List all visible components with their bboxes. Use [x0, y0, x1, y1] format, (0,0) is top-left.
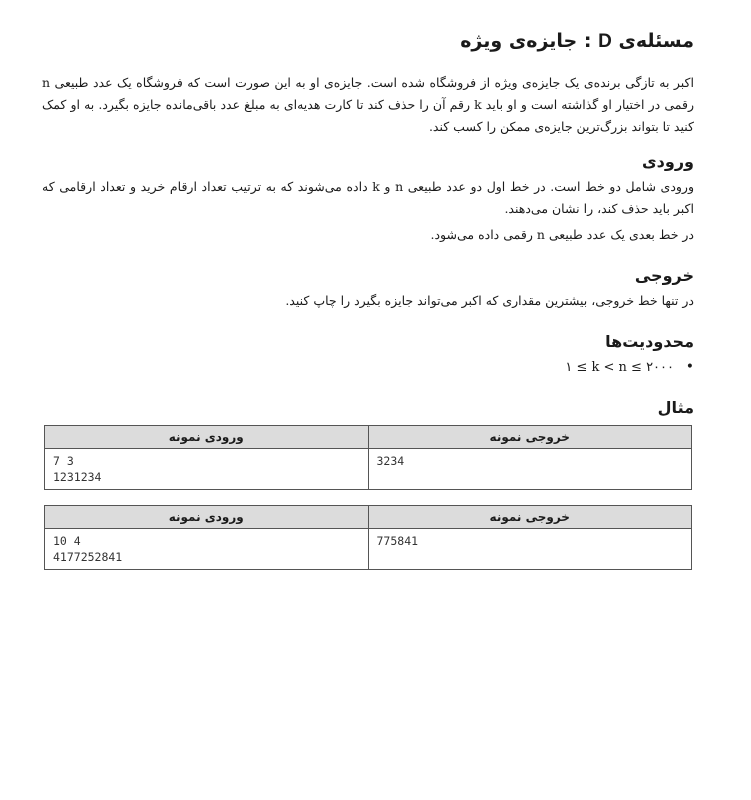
problem-title	[460, 30, 694, 53]
input-second-line: در خط بعدی یک عدد طبیعی n رقمی داده می‌شود.	[430, 227, 694, 242]
constraints-heading: محدودیت‌ها	[605, 332, 694, 351]
input-description: ورودی شامل دو خط است. در خط اول دو عدد طبیعی n و k داده می‌شوند که به ترتیب تعداد ارقام خرید و تعداد ارقامی که اکبر باید حذف کند، را نشان می‌دهند.	[42, 179, 695, 216]
sample-output-cell: 3234	[368, 449, 692, 490]
example-heading: مثال	[657, 398, 694, 417]
sample-output-header: خروجی نمونه	[368, 426, 692, 449]
output-description: در تنها خط خروجی، بیشترین مقداری که اکبر می‌تواند جایزه بگیرد را چاپ کنید.	[285, 293, 694, 308]
bullet-icon: •	[685, 359, 694, 375]
problem-code: D	[598, 31, 612, 52]
sample-output-cell: 775841	[368, 529, 692, 570]
input-heading: ورودی	[642, 152, 694, 171]
title-prefix: مسئله‌ی	[618, 30, 694, 52]
sample-table-1	[44, 425, 692, 490]
problem-name: جایزه‌ی ویژه	[460, 30, 578, 52]
table-row	[45, 449, 692, 490]
sample-input-cell: 10 4 4177252841	[45, 529, 369, 570]
sample-table-2	[44, 505, 692, 570]
sample-input-cell: 7 3 1231234	[45, 449, 369, 490]
problem-statement: اکبر به تازگی برنده‌ی یک جایزه‌ی ویژه از فروشگاه شده است. جایزه‌ی او به این صورت است که فروشگاه یک عدد طبیعی n رقمی در اختیار او گذاشته است و او باید k رقم آن را حذف کند تا کارت هدیه‌ای به مبلغ عدد باقی‌مانده جایزه بگیرد. به او کمک کنید تا بتواند بزرگ‌ترین جایزه‌ی ممکن را کسب کند.	[42, 75, 694, 134]
sample-input-header: ورودی نمونه	[45, 506, 369, 529]
sample-output-header: خروجی نمونه	[368, 506, 692, 529]
output-heading: خروجی	[634, 266, 694, 285]
table-row	[45, 529, 692, 570]
constraint-item: ۱ ≤ k < n ≤ ۲۰۰۰	[565, 360, 674, 375]
title-separator: :	[583, 30, 592, 52]
sample-input-header: ورودی نمونه	[45, 426, 369, 449]
